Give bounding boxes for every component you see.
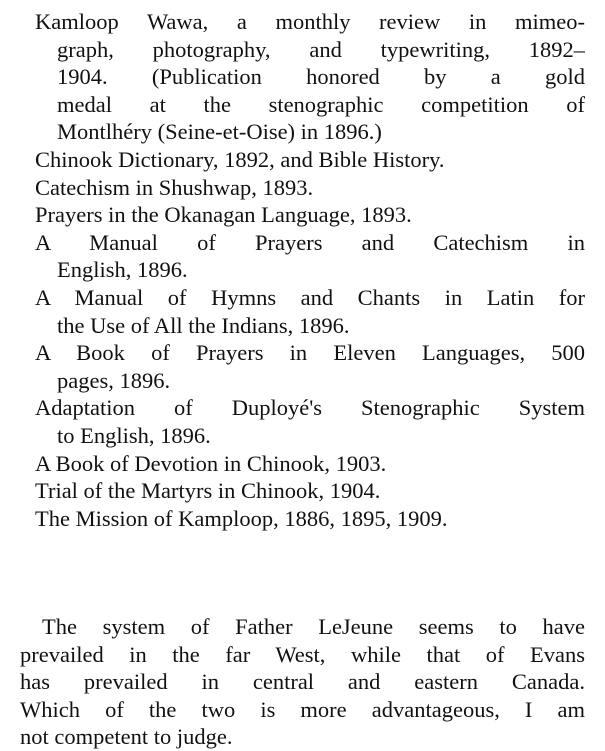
paragraph-line: not competent to judge.: [20, 724, 233, 750]
publication-entry: [35, 394, 585, 449]
entry-line: Prayers in the Okanagan Language, 1893.: [35, 202, 412, 228]
publication-entry: [35, 505, 585, 533]
entry-line: Catechism in Shushwap, 1893.: [35, 174, 314, 200]
entry-line: A Manual of Prayers and Catechism in: [35, 229, 585, 255]
entry-line: medal at the stenographic competition of: [57, 91, 585, 117]
publication-entry: [35, 339, 585, 394]
entry-line: Chinook Dictionary, 1892, and Bible History.: [35, 146, 445, 172]
entry-line: to English, 1896.: [57, 422, 211, 448]
paragraph-line: prevailed in the far West, while that of Evans: [20, 641, 585, 667]
publication-entry: [35, 174, 585, 202]
entry-line: A Book of Prayers in Eleven Languages, 500: [35, 340, 585, 366]
publication-entry: [35, 8, 585, 146]
publication-entry: [35, 477, 585, 505]
publication-entry: [35, 201, 585, 229]
entry-line: A Book of Devotion in Chinook, 1903.: [35, 450, 387, 476]
entry-line: A Manual of Hymns and Chants in Latin for: [35, 284, 585, 310]
publication-entry: [35, 229, 585, 284]
publication-list: [35, 8, 585, 532]
paragraph-line: The system of Father LeJeune seems to have: [42, 614, 585, 639]
body-paragraph: [20, 613, 585, 751]
publication-entry: [35, 146, 585, 174]
entry-line: The Mission of Kamploop, 1886, 1895, 1909.: [35, 505, 448, 531]
entry-line: the Use of All the Indians, 1896.: [57, 312, 350, 338]
publication-entry: [35, 450, 585, 478]
entry-line: 1904. (Publication honored by a gold: [57, 64, 585, 90]
entry-line: Kamloop Wawa, a monthly review in mimeo-: [35, 9, 585, 34]
publication-entry: [35, 284, 585, 339]
entry-line: pages, 1896.: [57, 367, 171, 393]
entry-line: graph, photography, and typewriting, 1892–: [57, 36, 585, 62]
entry-line: English, 1896.: [57, 257, 188, 283]
entry-line: Montlhéry (Seine-et-Oise) in 1896.): [57, 119, 382, 145]
entry-line: Adaptation of Duployé's Stenographic System: [35, 395, 585, 421]
paragraph-line: has prevailed in central and eastern Canada.: [20, 669, 585, 695]
entry-line: Trial of the Martyrs in Chinook, 1904.: [35, 478, 381, 504]
paragraph-line: Which of the two is more advantageous, I am: [20, 696, 585, 722]
